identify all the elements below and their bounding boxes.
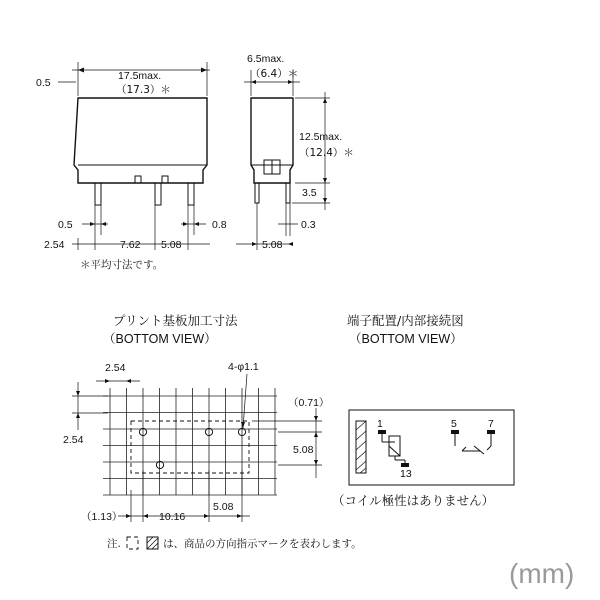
side-pin-length: 3.5 [302, 187, 317, 199]
terminal-diagram [332, 313, 514, 508]
pcb-grid [103, 388, 277, 495]
pcb-top-offset: （0.71） [288, 397, 330, 409]
pin-7-label: 7 [488, 418, 494, 430]
pin-1-pad [378, 430, 386, 434]
contact-switch [474, 446, 484, 454]
footer-note-text: は、商品の方向指示マークを表わします。 [163, 538, 362, 550]
pcb-layout [63, 313, 329, 523]
front-width-avg: （17.3）＊ [116, 84, 171, 96]
side-pin-left [255, 183, 259, 203]
pcb-hole-13 [156, 461, 163, 468]
side-view [236, 53, 354, 251]
footer-note [107, 537, 362, 550]
pcb-grid-y-pitch: 2.54 [63, 434, 84, 446]
side-depth-avg: （6.4）＊ [250, 68, 299, 80]
pin-13-label: 13 [400, 468, 412, 480]
pcb-bottom-pitch-1: 10.16 [159, 511, 186, 523]
side-height-avg: （12.4）＊ [299, 147, 354, 159]
footprint-symbol [127, 537, 138, 549]
front-view [36, 62, 227, 271]
pcb-hole-label: 4-φ1.1 [228, 361, 259, 373]
pcb-layout-title: プリント基板加工寸法 [113, 313, 238, 328]
pcb-layout-subtitle: （BOTTOM VIEW） [103, 332, 217, 346]
pcb-left-offset: （1.13） [81, 511, 123, 523]
side-height-max: 12.5max. [299, 131, 343, 143]
side-pin-right [286, 183, 290, 203]
pin-13-pad [401, 463, 409, 467]
unit-label: (mm) [509, 558, 575, 589]
front-pitch-1: 2.54 [44, 239, 65, 251]
front-pin-3 [188, 183, 194, 205]
coil-polarity-note: （コイル極性はありません） [332, 493, 495, 508]
front-pin-width: 0.5 [58, 219, 73, 231]
pin-1-label: 1 [377, 418, 383, 430]
side-pin-pitch: 5.08 [262, 239, 283, 251]
orientation-marker-hatch [356, 421, 366, 473]
front-width-max: 17.5max. [118, 70, 162, 82]
footer-note-prefix: 注. [107, 538, 121, 550]
side-depth-max: 6.5max. [247, 53, 285, 65]
pin-7-pad [487, 430, 495, 434]
front-body-outline [74, 98, 207, 183]
front-pin-2 [155, 183, 161, 205]
front-left-offset: 0.5 [36, 77, 51, 89]
front-pitch-3: 5.08 [161, 239, 182, 251]
average-dimension-note: ＊平均寸法です。 [80, 259, 164, 271]
pcb-bottom-pitch-2: 5.08 [213, 501, 234, 513]
pin-5-pad [451, 430, 459, 434]
side-pin-thickness: 0.3 [301, 219, 316, 231]
pcb-grid-x-pitch: 2.54 [105, 362, 126, 374]
terminal-diagram-subtitle: （BOTTOM VIEW） [349, 332, 463, 346]
terminal-diagram-title: 端子配置/内部接続図 [347, 313, 464, 328]
front-pin-thickness: 0.8 [212, 219, 227, 231]
pin-5-label: 5 [451, 418, 457, 430]
front-pin-1 [95, 183, 101, 205]
pcb-right-pitch: 5.08 [293, 444, 314, 456]
front-pitch-2: 7.62 [120, 239, 141, 251]
coil-symbol [389, 436, 400, 456]
